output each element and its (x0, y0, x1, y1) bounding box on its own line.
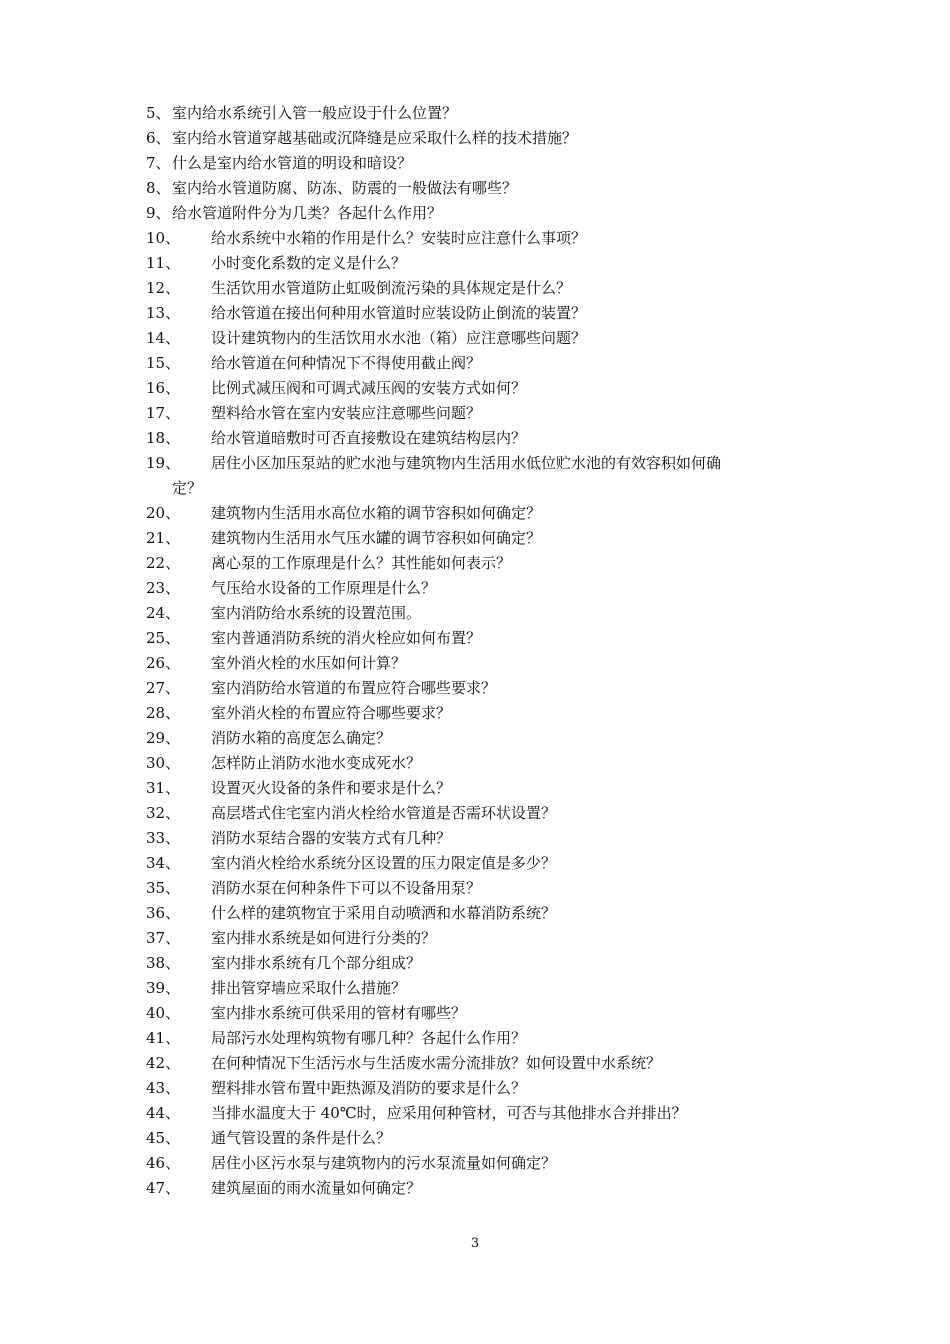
question-text: 什么是室内给水管道的明设和暗设？ (172, 154, 413, 172)
question-item (146, 251, 806, 276)
question-item (146, 426, 806, 451)
question-item (146, 276, 806, 301)
question-item (146, 501, 806, 526)
question-number: 33、 (146, 829, 181, 847)
question-item (146, 651, 806, 676)
question-text: 消防水箱的高度怎么确定？ (211, 729, 392, 747)
question-number: 14、 (146, 329, 181, 347)
question-text: 设置灭火设备的条件和要求是什么？ (211, 779, 452, 797)
question-text: 给水管道附件分为几类？各起什么作用？ (172, 204, 443, 222)
question-item (146, 451, 806, 501)
question-text: 塑料给水管在室内安装应注意哪些问题？ (211, 404, 482, 422)
question-item (146, 676, 806, 701)
question-text: 比例式减压阀和可调式减压阀的安装方式如何？ (211, 379, 527, 397)
question-text: 怎样防止消防水池水变成死水？ (211, 754, 422, 772)
question-text: 居住小区加压泵站的贮水池与建筑物内生活用水低位贮水池的有效容积如何确 (211, 454, 722, 472)
question-item (146, 726, 806, 751)
question-number: 25、 (146, 629, 181, 647)
question-number: 12、 (146, 279, 181, 297)
question-number: 37、 (146, 929, 181, 947)
question-text: 生活饮用水管道防止虹吸倒流污染的具体规定是什么？ (211, 279, 572, 297)
question-item (146, 851, 806, 876)
question-number: 17、 (146, 404, 181, 422)
question-list (146, 101, 806, 1201)
question-text-continuation: 定？ (172, 479, 203, 497)
question-number: 5、 (146, 104, 171, 122)
question-text: 室内排水系统是如何进行分类的？ (211, 929, 437, 947)
question-text: 建筑物内生活用水气压水罐的调节容积如何确定？ (211, 529, 542, 547)
question-number: 21、 (146, 529, 181, 547)
question-text: 给水管道在接出何种用水管道时应装设防止倒流的装置？ (211, 304, 587, 322)
question-number: 16、 (146, 379, 181, 397)
question-item (146, 776, 806, 801)
question-item (146, 951, 806, 976)
question-item (146, 376, 806, 401)
question-item (146, 1076, 806, 1101)
question-text: 室内排水系统可供采用的管材有哪些？ (211, 1004, 467, 1022)
question-text: 室内给水管道穿越基础或沉降缝是应采取什么样的技术措施？ (172, 129, 578, 147)
question-text: 居住小区污水泵与建筑物内的污水泵流量如何确定？ (211, 1154, 557, 1172)
question-number: 15、 (146, 354, 181, 372)
question-text: 排出管穿墙应采取什么措施？ (211, 979, 407, 997)
question-item (146, 826, 806, 851)
question-text: 建筑物内生活用水高位水箱的调节容积如何确定？ (211, 504, 542, 522)
question-item (146, 326, 806, 351)
question-number: 7、 (146, 154, 171, 172)
question-number: 40、 (146, 1004, 181, 1022)
question-number: 45、 (146, 1129, 181, 1147)
question-text: 小时变化系数的定义是什么？ (211, 254, 407, 272)
question-item (146, 601, 806, 626)
question-number: 34、 (146, 854, 181, 872)
question-number: 39、 (146, 979, 181, 997)
question-item (146, 101, 806, 126)
question-item (146, 126, 806, 151)
question-text: 室外消火栓的水压如何计算？ (211, 654, 407, 672)
question-text: 给水管道在何种情况下不得使用截止阀？ (211, 354, 482, 372)
question-number: 47、 (146, 1179, 181, 1197)
question-number: 26、 (146, 654, 181, 672)
question-item (146, 926, 806, 951)
question-item (146, 976, 806, 1001)
question-item (146, 1051, 806, 1076)
question-number: 13、 (146, 304, 181, 322)
question-item (146, 226, 806, 251)
question-number: 41、 (146, 1029, 181, 1047)
question-number: 8、 (146, 179, 171, 197)
question-text: 离心泵的工作原理是什么？其性能如何表示？ (211, 554, 512, 572)
question-text: 室内消火栓给水系统分区设置的压力限定值是多少？ (211, 854, 557, 872)
question-number: 44、 (146, 1104, 181, 1122)
question-number: 36、 (146, 904, 181, 922)
question-text: 高层塔式住宅室内消火栓给水管道是否需环状设置？ (211, 804, 557, 822)
question-number: 38、 (146, 954, 181, 972)
question-text: 室内给水系统引入管一般应设于什么位置？ (172, 104, 458, 122)
question-item (146, 1026, 806, 1051)
question-text: 塑料排水管布置中距热源及消防的要求是什么？ (211, 1079, 527, 1097)
question-text: 室外消火栓的布置应符合哪些要求？ (211, 704, 452, 722)
question-number: 10、 (146, 229, 181, 247)
question-text: 气压给水设备的工作原理是什么？ (211, 579, 437, 597)
question-item (146, 876, 806, 901)
question-text: 设计建筑物内的生活饮用水水池（箱）应注意哪些问题？ (211, 329, 587, 347)
question-item (146, 626, 806, 651)
question-text: 室内消防给水系统的设置范围。 (211, 604, 422, 622)
question-number: 32、 (146, 804, 181, 822)
question-item (146, 1001, 806, 1026)
question-number: 18、 (146, 429, 181, 447)
question-item (146, 176, 806, 201)
question-number: 11、 (146, 254, 181, 272)
question-number: 28、 (146, 704, 181, 722)
question-item (146, 526, 806, 551)
question-item (146, 551, 806, 576)
question-item (146, 576, 806, 601)
question-item (146, 1176, 806, 1201)
question-item (146, 1101, 806, 1126)
question-number: 9、 (146, 204, 171, 222)
question-item (146, 901, 806, 926)
question-text: 给水系统中水箱的作用是什么？安装时应注意什么事项？ (211, 229, 587, 247)
question-number: 24、 (146, 604, 181, 622)
question-number: 19、 (146, 454, 181, 472)
question-number: 23、 (146, 579, 181, 597)
question-number: 20、 (146, 504, 181, 522)
question-text: 什么样的建筑物宜于采用自动喷洒和水幕消防系统？ (211, 904, 557, 922)
question-text: 消防水泵在何种条件下可以不设备用泵？ (211, 879, 482, 897)
question-text: 局部污水处理构筑物有哪几种？各起什么作用？ (211, 1029, 527, 1047)
question-number: 35、 (146, 879, 181, 897)
question-item (146, 151, 806, 176)
question-number: 30、 (146, 754, 181, 772)
question-item (146, 751, 806, 776)
question-text: 室内消防给水管道的布置应符合哪些要求？ (211, 679, 497, 697)
question-text: 给水管道暗敷时可否直接敷设在建筑结构层内？ (211, 429, 527, 447)
question-number: 42、 (146, 1054, 181, 1072)
question-text: 在何种情况下生活污水与生活废水需分流排放？如何设置中水系统？ (211, 1054, 662, 1072)
question-number: 46、 (146, 1154, 181, 1172)
question-number: 43、 (146, 1079, 181, 1097)
question-number: 29、 (146, 729, 181, 747)
question-text: 室内给水管道防腐、防冻、防震的一般做法有哪些？ (172, 179, 518, 197)
question-text: 消防水泵结合器的安装方式有几种？ (211, 829, 452, 847)
question-item (146, 201, 806, 226)
question-item (146, 351, 806, 376)
question-number: 27、 (146, 679, 181, 697)
question-text: 室内排水系统有几个部分组成？ (211, 954, 422, 972)
question-text: 室内普通消防系统的消火栓应如何布置？ (211, 629, 482, 647)
page-number: 3 (470, 1236, 480, 1251)
question-text: 建筑屋面的雨水流量如何确定？ (211, 1179, 422, 1197)
question-item (146, 701, 806, 726)
question-text: 通气管设置的条件是什么？ (211, 1129, 392, 1147)
question-item (146, 801, 806, 826)
question-number: 31、 (146, 779, 181, 797)
question-item (146, 1151, 806, 1176)
question-text: 当排水温度大于 40℃时，应采用何种管材，可否与其他排水合并排出？ (211, 1104, 687, 1122)
question-number: 22、 (146, 554, 181, 572)
question-item (146, 401, 806, 426)
question-item (146, 301, 806, 326)
question-number: 6、 (146, 129, 171, 147)
question-item (146, 1126, 806, 1151)
